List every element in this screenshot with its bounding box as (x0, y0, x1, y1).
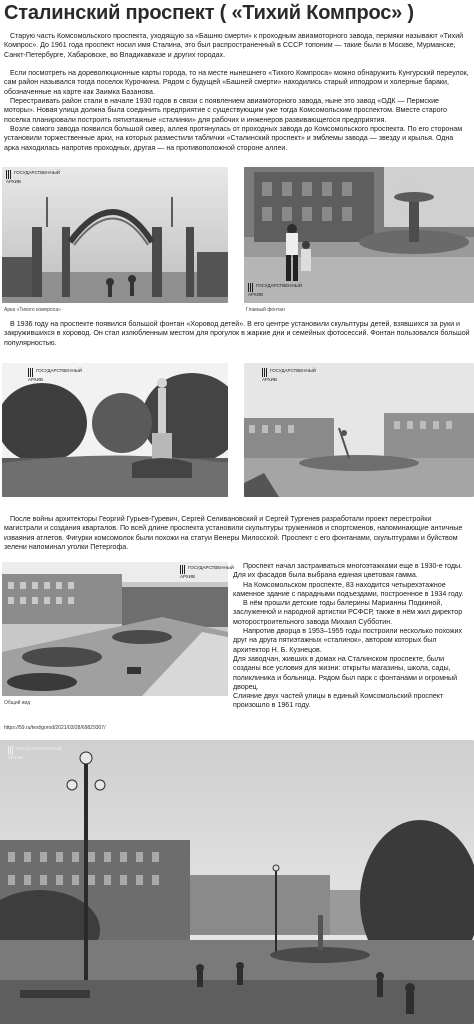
right-column-paragraph-6: Слияние двух частей улицы в единый Комсомольский проспект произошло в 1961 году. (233, 692, 444, 710)
archive-stamp-line1: ГОСУДАРСТВЕННЫЙ (36, 368, 83, 373)
archive-stamp-line1: ГОСУДАРСТВЕННЫЙ (188, 565, 235, 570)
archive-stamp-line2: АРХИВ (28, 377, 44, 382)
square-photo (244, 363, 474, 497)
intro-paragraph-4: Возле самого завода появился большой сквер, аллея протянулась от проходных завода до Комсомольского проспекта. По его сторонам установили торжественные арки, на которых разместили таблички «Сталинский проспект» и эмблемы завода — звезду и крылья. Одна арка находилась напротив проходных, другая — на противоположной стороне аллеи. (4, 125, 463, 152)
archive-logo-icon (28, 368, 34, 377)
right-column-paragraph-5: Для заводчан, живших в домах на Сталинском проспекте, были созданы все условия для жизни: открыты магазины, школа, сады, поликлиника и больница. Рядом был парк с фонтанами и огромный дворец. (233, 654, 458, 691)
archive-stamp-line2: АРХИВ (8, 755, 24, 760)
archive-stamp-line2: АРХИВ (248, 292, 264, 297)
archive-stamp-line1: ГОСУДАРСТВЕННЫЙ (14, 170, 61, 175)
archive-stamp-line1: ГОСУДАРСТВЕННЫЙ (16, 746, 63, 751)
right-column (233, 562, 473, 711)
right-column-paragraph-2: На Комсомольском проспекте, 83 находится четырехэтажное каменное здание с парадными подъездами, построенное в 1934 году. (233, 580, 464, 598)
archive-stamp-line2: АРХИВ (180, 574, 196, 579)
archive-stamp-line1: ГОСУДАРСТВЕННЫЙ (270, 368, 317, 373)
intro-paragraph-1: Старую часть Комсомольского проспекта, уходящую за «Башню смерти» к проходным авиамоторного завода, пермяки называют «Тихий Компрос». До 1961 года проспект носил имя Сталина, это был распространенный в СССР топоним — такие были в Москве, Мурманске, Санкт-Петербурге, Хабаровске, во Владикавказе и других городах. (4, 32, 464, 59)
archive-stamp-line1: ГОСУДАРСТВЕННЫЙ (256, 283, 303, 288)
arch-caption: Арка «Тихого компроса» (4, 307, 61, 313)
right-column-paragraph-1: Проспект начал застраиваться многоэтажками еще в 1930-е годы. Для их фасадов была выбрана единая цветовая гамма. (233, 562, 463, 580)
sculpture-photo (2, 363, 228, 497)
archive-logo-icon (262, 368, 268, 377)
page-title: Сталинский проспект ( «Тихий Компрос» ) (4, 2, 414, 24)
archive-stamp-line2: АРХИВ (262, 377, 278, 382)
fountain-caption: Главный фонтан (246, 307, 285, 313)
right-column-paragraph-4: Напротив дворца в 1953–1955 годы построили несколько похожих друг на друга пятиэтажных «сталинок», автором которых был архитектор Н. Б. Кузнецов. (233, 627, 463, 654)
intro-paragraph-2: Если посмотреть на дореволюционные карты города, то на месте нынешнего «Тихого Компроса» можно обнаружить Кунгурский переулок, сам район назывался тогда поселок Курочкина. Рядом с будущей «Башней смерти» находились старый ипподром и холерные бараки, обозначенные на карте как Заимка Базанова. (4, 69, 469, 96)
archive-stamp (28, 368, 82, 382)
archive-stamp (248, 283, 302, 297)
archive-logo-icon (180, 565, 186, 574)
street-panorama-photo (0, 740, 474, 1024)
overview-caption: Общий вид (4, 700, 31, 706)
right-column-paragraph-3: В нём прошли детские годы балерины Марианны Подкиной, заслуженной и народной артистки РСФСР, также в нём жил директор моторостроительного завода Михаил Субботин. (233, 599, 463, 626)
archive-stamp (8, 746, 62, 760)
archive-stamp (262, 368, 316, 382)
archive-stamp (180, 565, 234, 579)
archive-stamp-line2: АРХИВ (6, 179, 22, 184)
archive-logo-icon (8, 746, 14, 755)
source-url[interactable]: https://59.ru/text/gorod/2021/03/28/69829307/ (4, 725, 106, 731)
archive-stamp (6, 170, 60, 184)
archive-logo-icon (248, 283, 254, 292)
paragraph-postwar: После войны архитекторы Георгий Гурьев-Гуревич, Сергей Селивановский и Сергей Тургенев разработали проект перестройки магистрали и создания кварталов. По всей длине проспекта установили скульптуры тружеников и спортсменов, напоминающие античные изваяния атлетов. Фигурки комсомолок были похожи на статуи Венеры Милосской. Проспект с его фонтанами, скульптурами и буйством зелени напоминал уголки Петергофа. (4, 515, 463, 551)
intro-paragraph-3: Перестраивать район стали в начале 1930 годов в связи с появлением авиамоторного завода, ныне это завод «ОДК — Пермские моторы». Новая улица должна была соединить предприятие с существующим уже тогда Комсомольским проспектом. Вместе старого поселка планировали построить пятиэтажные «сталинки» для рабочих и инженеров развивающегося предприятия. (4, 97, 447, 124)
paragraph-1936: В 1936 году на проспекте появился большой фонтан «Хоровод детей». В его центре установили скульптуры детей, взявшихся за руки и закружившихся в хоровод. Он стал излюбленным местом для прогулок в жаркие дни и семейных фотосессий. Фонтан пользовался большой популярностью. (4, 320, 470, 347)
arch-photo (2, 167, 228, 303)
archive-logo-icon (6, 170, 12, 179)
overview-photo (2, 562, 228, 696)
